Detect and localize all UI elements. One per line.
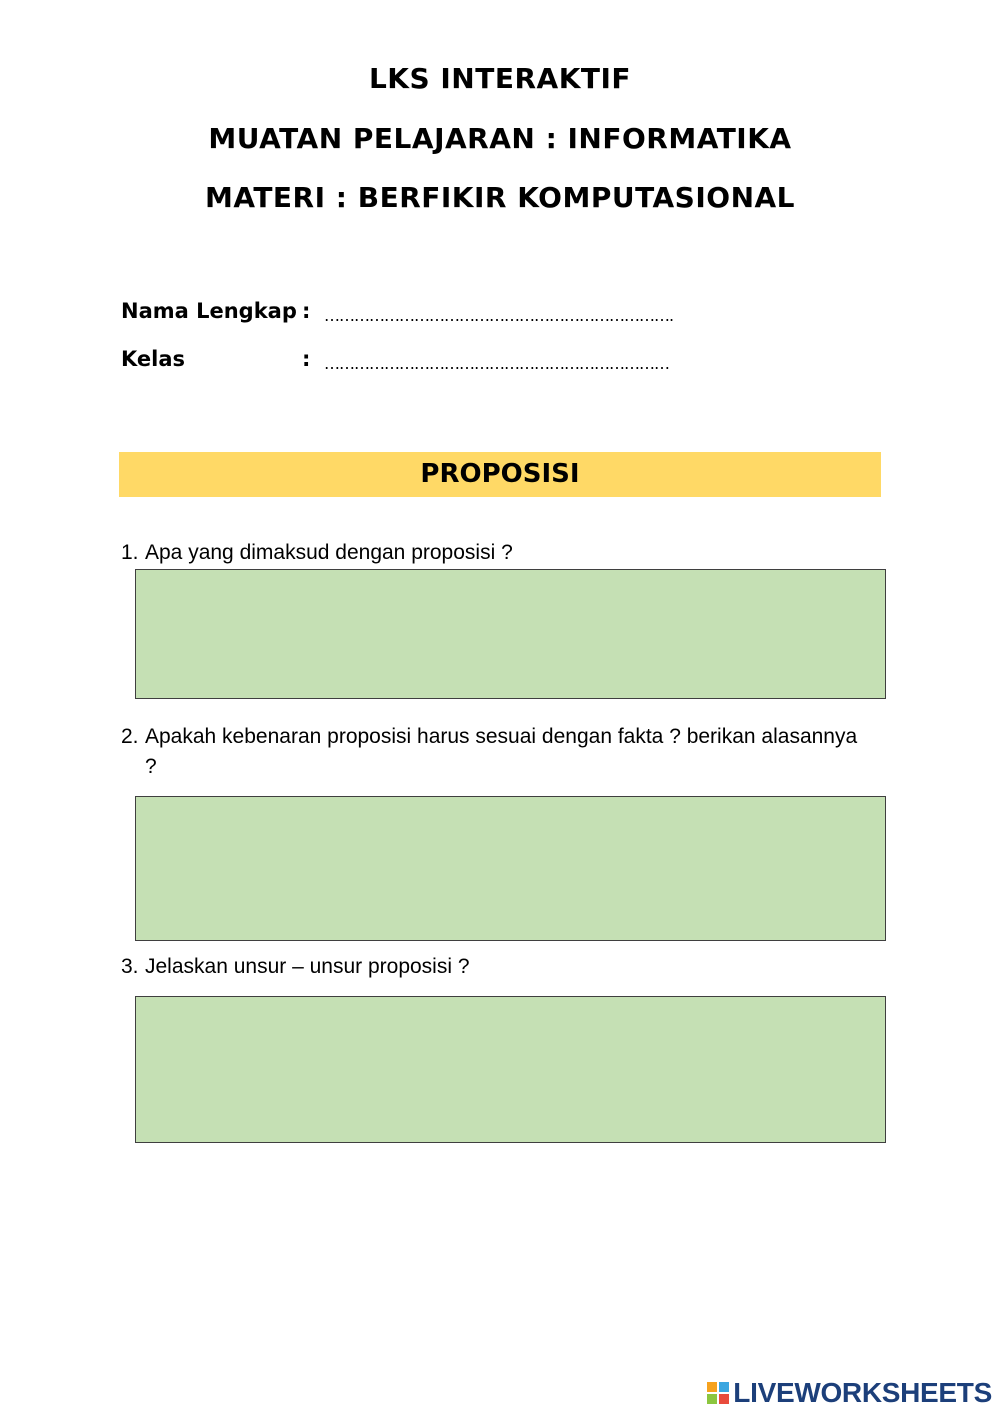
section-title: PROPOSISI — [420, 459, 580, 489]
liveworksheets-logo-icon — [706, 1381, 730, 1405]
answer-box-1[interactable] — [135, 569, 886, 699]
name-blank-line: ……………………………………………………………. — [324, 306, 674, 325]
liveworksheets-wordmark: LIVEWORKSHEETS — [733, 1377, 992, 1408]
question-3 — [121, 952, 861, 982]
worksheet-title: LKS INTERAKTIF — [368, 62, 632, 95]
question-text: Apakah kebenaran proposisi harus sesuai dengan fakta ? berikan alasannya ? — [145, 725, 858, 778]
name-colon: : — [302, 299, 311, 323]
question-number: 1. — [121, 541, 139, 564]
answer-box-3[interactable] — [135, 996, 886, 1143]
topic-heading: MATERI : BERFIKIR KOMPUTASIONAL — [204, 181, 796, 214]
class-label: Kelas — [121, 347, 186, 371]
section-band — [119, 452, 881, 497]
name-label: Nama Lengkap — [121, 299, 297, 323]
question-number: 3. — [121, 955, 139, 978]
class-colon: : — [302, 347, 311, 371]
question-2 — [121, 722, 861, 782]
liveworksheets-branding[interactable] — [706, 1378, 992, 1408]
question-number: 2. — [121, 725, 139, 748]
question-text: Apa yang dimaksud dengan proposisi ? — [145, 541, 513, 564]
question-1 — [121, 538, 861, 568]
class-blank-line: …………………………………………………………… — [324, 354, 669, 373]
subject-heading: MUATAN PELAJARAN : INFORMATIKA — [208, 122, 792, 155]
question-text: Jelaskan unsur – unsur proposisi ? — [145, 955, 470, 978]
answer-box-2[interactable] — [135, 796, 886, 941]
